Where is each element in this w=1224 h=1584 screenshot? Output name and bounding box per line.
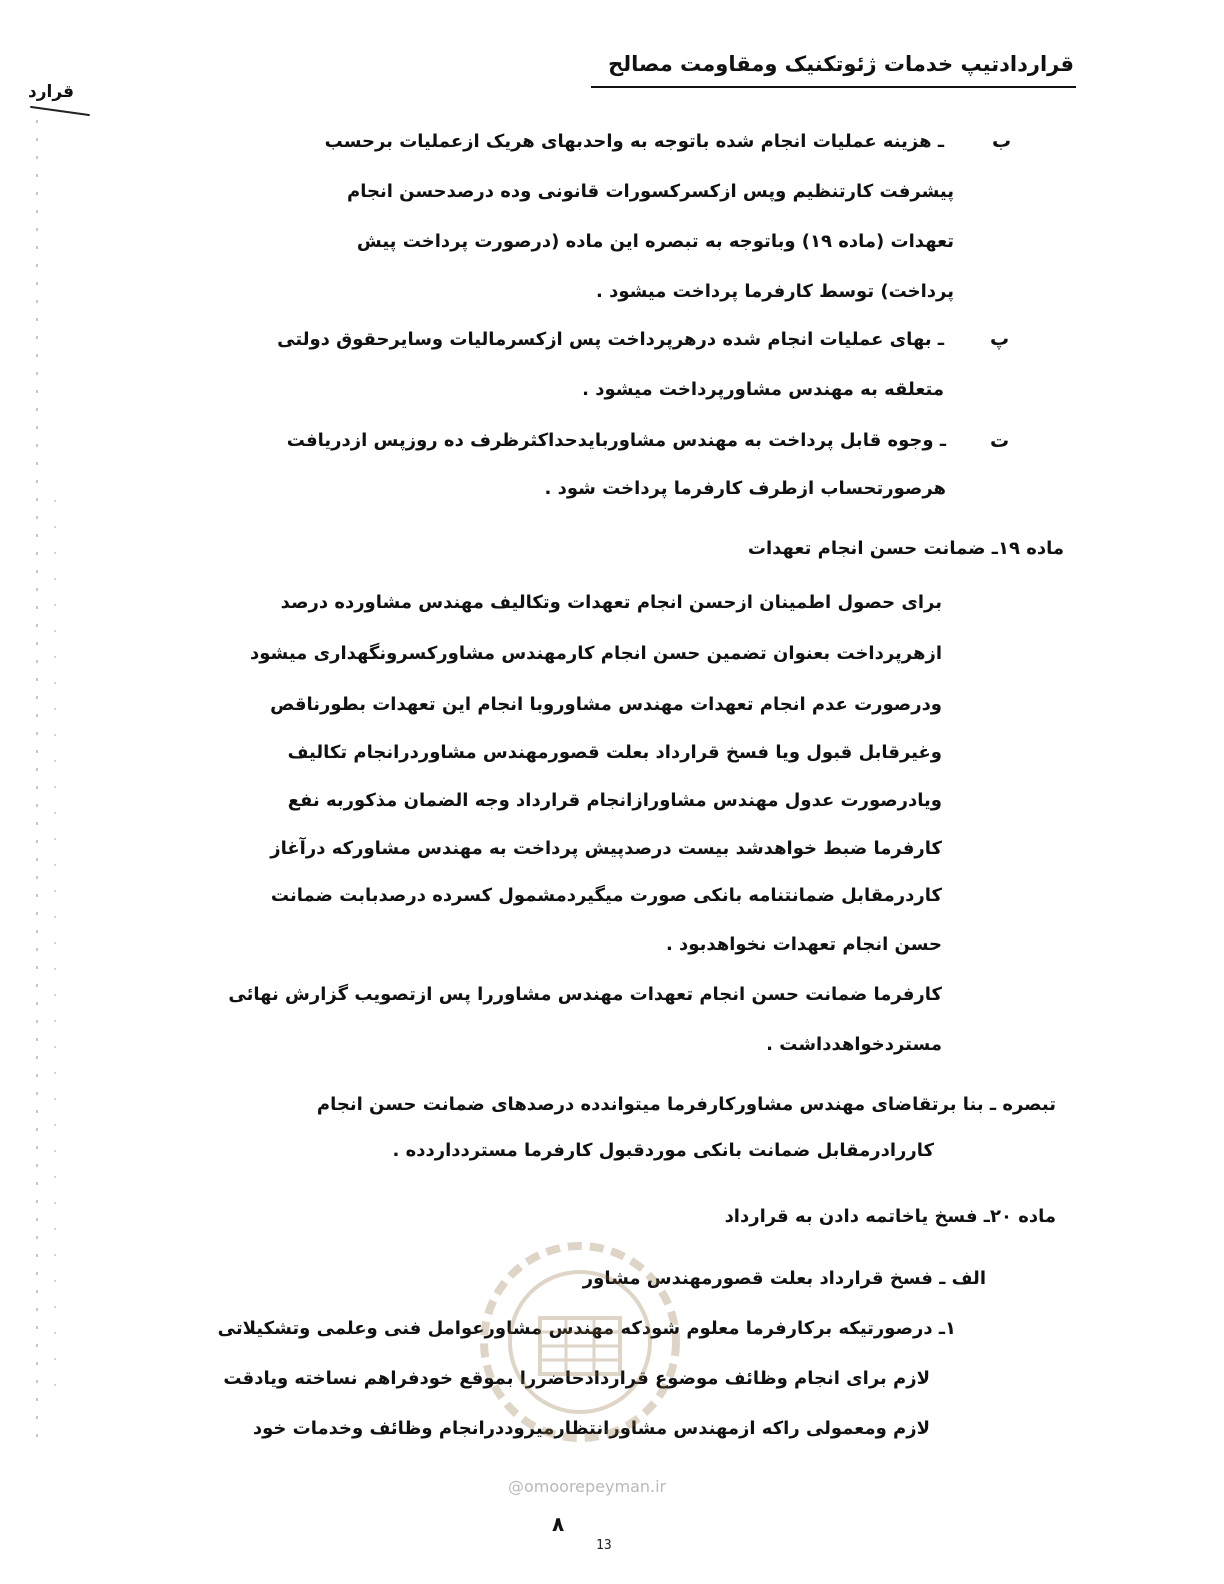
- item-line: ـ بهای عملیات انجام شده درهرپرداخت پس ازکسرمالیات وسایرحقوق دولتی: [277, 329, 944, 350]
- margin-note-underline: [30, 106, 90, 116]
- item-line: پرداخت) توسط کارفرما پرداخت میشود .: [595, 281, 954, 302]
- article-20-line: لازم ومعمولی راکه ازمهندس مشاورانتظارمیروددرانجام وظائف وخدمات خود: [252, 1418, 930, 1439]
- article-20-line: لازم برای انجام وظائف موضوع قراردادحاضررا بموقع خودفراهم نساخته ویادقت: [223, 1368, 930, 1389]
- article-19-line: مستردخواهدداشت .: [766, 1034, 942, 1055]
- article-19-line: ویادرصورت عدول مهندس مشاورازانجام قرارداد وجه الضمان مذکوربه نفع: [287, 790, 942, 811]
- article-19-line: وغیرقابل قبول ویا فسخ قرارداد بعلت قصورمهندس مشاوردرانجام تکالیف: [287, 742, 942, 763]
- article-19-line: کارفرما ضبط خواهدشد بیست درصدپیش پرداخت به مهندس مشاورکه درآغاز: [270, 838, 942, 859]
- item-marker-p: پ: [990, 328, 1010, 350]
- footer-page-index: 13: [596, 1538, 612, 1553]
- item-marker-t: ت: [990, 430, 1010, 452]
- article-19-line: برای حصول اطمینان ازحسن انجام تعهدات وتکالیف مهندس مشاورده درصد: [280, 592, 942, 613]
- article-20-line: ۱ـ درصورتیکه برکارفرما معلوم شودکه مهندس مشاورعوامل فنی وعلمی وتشکیلاتی: [217, 1318, 956, 1339]
- note-line: تبصره ـ بنا برتقاضای مهندس مشاورکارفرما میتواندده درصدهای ضمانت حسن انجام: [316, 1094, 1056, 1115]
- article-19-line: ازهرپرداخت بعنوان تضمین حسن انجام کارمهندس مشاورکسرونگهداری میشود: [249, 643, 942, 664]
- article-19-line: کارفرما ضمانت حسن انجام تعهدات مهندس مشاوررا پس ازتصویب گزارش نهائی: [228, 984, 942, 1005]
- item-line: ـ هزینه عملیات انجام شده باتوجه به واحدبهای هریک ازعملیات برحسب: [324, 131, 944, 152]
- document-header: قراردادتیپ خدمات ژئوتکنیک ومقاومت مصالح: [608, 52, 1074, 76]
- page-number: ۸: [552, 1512, 565, 1536]
- item-line: ـ وجوه قابل پرداخت به مهندس مشاوربایدحداکثرظرف ده روزپس ازدریافت: [286, 430, 946, 451]
- article-19-line: کاردرمقابل ضمانتنامه بانکی صورت میگیردمشمول کسرده درصدبابت ضمانت: [270, 885, 942, 906]
- article-20-heading: ماده ۲۰ـ فسخ یاخاتمه دادن به قرارداد: [724, 1206, 1056, 1227]
- item-line: تعهدات (ماده ۱۹) وباتوجه به تبصره این ماده (درصورت پرداخت پیش: [356, 231, 954, 252]
- header-underline: [591, 86, 1076, 88]
- watermark-text: @omoorepeyman.ir: [508, 1477, 667, 1496]
- scan-noise-margin: [54, 500, 56, 1400]
- scan-noise-left: [36, 120, 38, 1450]
- note-line: کاررادرمقابل ضمانت بانکی موردقبول کارفرما مستردداردده .: [392, 1140, 934, 1161]
- item-line: هرصورتحساب ازطرف کارفرما پرداخت شود .: [544, 478, 946, 499]
- margin-note: قرارد: [28, 82, 75, 102]
- article-20-subheading: الف ـ فسخ قرارداد بعلت قصورمهندس مشاور: [582, 1268, 986, 1289]
- article-19-line: حسن انجام تعهدات نخواهدبود .: [665, 934, 942, 955]
- article-19-heading: ماده ۱۹ـ ضمانت حسن انجام تعهدات: [747, 538, 1064, 559]
- item-line: متعلقه به مهندس مشاورپرداخت میشود .: [582, 379, 944, 400]
- article-19-line: ودرصورت عدم انجام تعهدات مهندس مشاوروبا انجام این تعهدات بطورناقص: [270, 694, 942, 715]
- item-marker-b: ب: [992, 130, 1012, 152]
- stamp-logo: [470, 1232, 690, 1452]
- item-line: پیشرفت کارتنظیم وپس ازکسرکسورات قانونی وده درصدحسن انجام: [347, 181, 954, 202]
